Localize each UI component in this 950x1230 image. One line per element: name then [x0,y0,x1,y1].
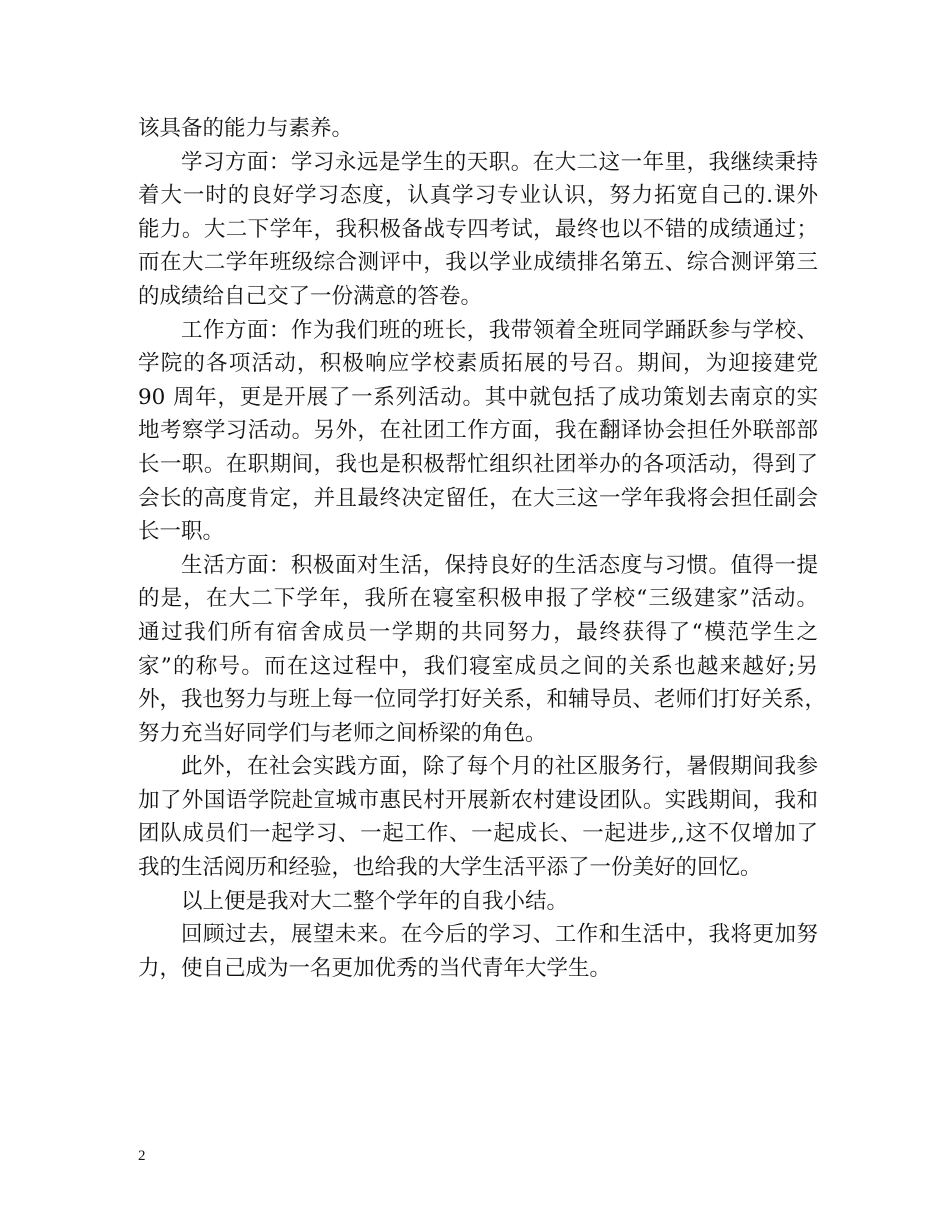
text-line: 学习方面：学习永远是学生的天职。在大二这一年里，我继续秉持 [181,149,818,175]
document-body [138,112,827,985]
text-line: 工作方面：作为我们班的班长，我带领着全班同学踊跃参与学校、 [181,317,818,343]
text-line: 团队成员们一起学习、一起工作、一起成长、一起进步,,这不仅增加了 [138,821,818,847]
text-line: 长一职。在职期间，我也是积极帮忙组织社团举办的各项活动，得到了 [138,451,818,477]
text-line: 力，使自己成为一名更加优秀的当代青年大学生。 [138,955,612,981]
text-line: 学院的各项活动，积极响应学校素质拓展的号召。期间，为迎接建党 [138,351,818,377]
text-line: 加了外国语学院赴宣城市惠民村开展新农村建设团队。实践期间，我和 [138,787,818,813]
text-line: 生活方面：积极面对生活，保持良好的生活态度与习惯。值得一提 [181,552,818,578]
text-line: 外，我也努力与班上每一位同学打好关系，和辅导员、老师们打好关系， [138,687,827,713]
text-line: 通过我们所有宿舍成员一学期的共同努力，最终获得了“模范学生之 [138,619,818,645]
text-line: 着大一时的良好学习态度，认真学习专业认识，努力拓宽自己的.课外 [138,183,818,209]
text-line: 能力。大二下学年，我积极备战专四考试，最终也以不错的成绩通过； [138,216,818,242]
text-line: 努力充当好同学们与老师之间桥梁的角色。 [138,720,547,746]
text-line: 90 周年，更是开展了一系列活动。其中就包括了成功策划去南京的实 [138,384,818,410]
text-line: 的成绩给自己交了一份满意的答卷。 [138,283,483,309]
page-number: 2 [138,1148,146,1164]
text-line: 该具备的能力与素养。 [138,116,354,141]
text-line: 地考察学习活动。另外，在社团工作方面，我在翻译协会担任外联部部 [138,418,818,444]
text-line: 我的生活阅历和经验，也给我的大学生活平添了一份美好的回忆。 [138,855,762,881]
text-line: 会长的高度肯定，并且最终决定留任，在大三这一学年我将会担任副会 [138,485,818,511]
text-line: 回顾过去，展望未来。在今后的学习、工作和生活中，我将更加努 [181,922,818,948]
text-line: 长一职。 [138,519,225,545]
text-line: 而在大二学年班级综合测评中，我以学业成绩排名第五、综合测评第三 [138,250,818,276]
text-line: 的是，在大二下学年，我所在寝室积极申报了学校“三级建家”活动。 [138,586,818,612]
text-line: 以上便是我对大二整个学年的自我小结。 [181,888,569,914]
text-line: 此外，在社会实践方面，除了每个月的社区服务行，暑假期间我参 [181,754,818,780]
text-line: 家”的称号。而在这过程中，我们寝室成员之间的关系也越来越好;另 [138,653,818,679]
